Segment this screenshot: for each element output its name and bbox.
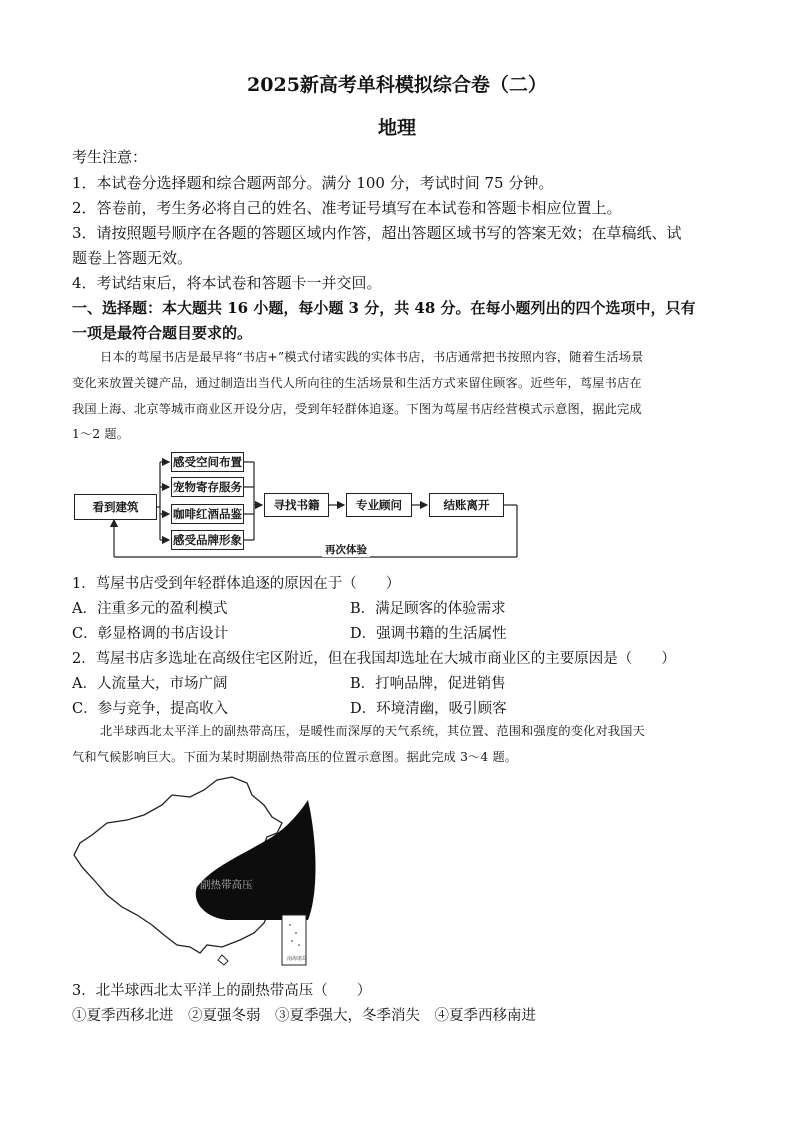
question-1-option-b: B．满足顾客的体验需求 xyxy=(350,601,506,617)
note-item-1: 1．本试卷分选择题和综合题两部分。满分 100 分，考试时间 75 分钟。 xyxy=(72,174,554,192)
question-2-option-d: D．环境清幽，吸引顾客 xyxy=(350,701,507,717)
exam-title: 2025新高考单科模拟综合卷（二） xyxy=(247,74,547,96)
passage1-line-1: 日本的茑屋书店是最早将“书店+”模式付诸实践的实体书店，书店通常把书按照内容，随着生活场景 xyxy=(100,350,644,364)
flow-branch-box-2: 宠物寄存服务 xyxy=(171,477,244,497)
subtropical-high-map xyxy=(72,775,322,970)
exam-subject: 地理 xyxy=(377,117,416,139)
section-heading: 一、选择题：本大题共 16 小题，每小题 3 分，共 48 分。在每小题列出的四个选项中，只有 xyxy=(72,299,696,317)
subtropical-high-area xyxy=(196,800,316,920)
flow-step2-box: 专业顾问 xyxy=(346,493,412,517)
question-2-option-c: C．参与竞争，提高收入 xyxy=(72,701,229,717)
flowchart xyxy=(72,450,522,562)
question-1-option-d: D．强调书籍的生活属性 xyxy=(350,626,507,642)
note-item-3-cont: 题卷上答题无效。 xyxy=(72,249,193,267)
passage2-line-2: 气和气候影响巨大。下面为某时期副热带高压的位置示意图。据此完成 3～4 题。 xyxy=(72,750,518,764)
question-2-option-a: A．人流量大，市场广阔 xyxy=(72,676,228,692)
map-inset-label: 南海诸岛 xyxy=(287,956,308,962)
note-item-4: 4．考试结束后，将本试卷和答题卡一并交回。 xyxy=(72,274,382,292)
question-2-option-b: B．打响品牌，促进销售 xyxy=(350,676,506,692)
flow-end-box: 结账离开 xyxy=(429,493,504,517)
question-1-option-a: A．注重多元的盈利模式 xyxy=(72,601,228,617)
question-3-stem: 3．北半球西北太平洋上的副热带高压（ ） xyxy=(72,983,372,999)
china-outline-map xyxy=(72,775,322,970)
passage1-line-4: 1～2 题。 xyxy=(72,427,130,441)
question-2-stem: 2．茑屋书店多选址在高级住宅区附近，但在我国却选址在大城市商业区的主要原因是（ ） xyxy=(72,651,676,667)
flow-loop-label: 再次体验 xyxy=(322,542,370,557)
passage1-line-3: 我国上海、北京等城市商业区开设分店，受到年轻群体追逐。下图为茑屋书店经营模式示意图，据此完成 xyxy=(72,402,642,416)
flow-branch-box-4: 感受品牌形象 xyxy=(171,530,244,550)
flow-branch-box-3: 咖啡红酒品鉴 xyxy=(171,504,244,524)
note-item-2: 2．答卷前，考生务必将自己的姓名、准考证号填写在本试卷和答题卡相应位置上。 xyxy=(72,199,622,217)
passage1-line-2: 变化来放置关键产品，通过制造出当代人所向往的生活场景和生活方式来留住顾客。近些年，茑屋书店在 xyxy=(72,376,642,390)
map-high-label: 副热带高压 xyxy=(200,879,253,891)
flow-step1-box: 寻找书籍 xyxy=(264,493,329,517)
note-item-3: 3．请按照题号顺序在各题的答题区域内作答，超出答题区域书写的答案无效；在草稿纸、试 xyxy=(72,224,682,242)
notes-heading: 考生注意： xyxy=(72,148,148,166)
question-1-option-c: C．彰显格调的书店设计 xyxy=(72,626,229,642)
question-3-options: ①夏季西移北进 ②夏强冬弱 ③夏季强大，冬季消失 ④夏季西移南进 xyxy=(72,1008,536,1024)
question-1-stem: 1．茑屋书店受到年轻群体追逐的原因在于（ ） xyxy=(72,576,401,592)
flow-start-box: 看到建筑 xyxy=(74,494,157,520)
section-heading-cont: 一项是最符合题目要求的。 xyxy=(72,324,253,342)
flow-branch-box-1: 感受空间布置 xyxy=(171,452,244,472)
passage2-line-1: 北半球西北太平洋上的副热带高压，是暖性而深厚的天气系统，其位置、范围和强度的变化对我国天 xyxy=(100,724,646,738)
